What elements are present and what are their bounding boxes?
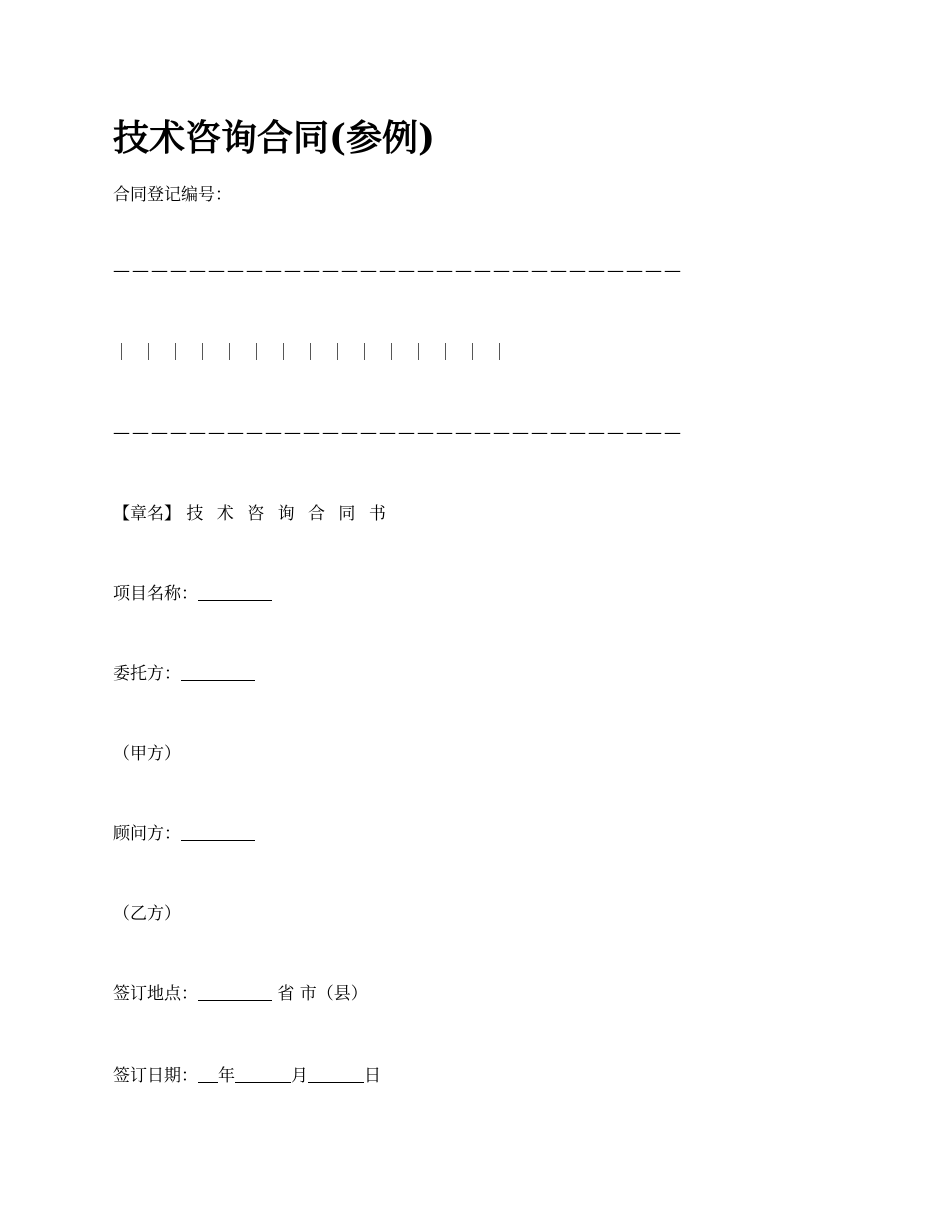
project-name-line	[113, 582, 272, 606]
party-b-line: （乙方）	[113, 904, 181, 924]
consultant-line	[113, 822, 255, 846]
year-label: 年	[218, 1066, 235, 1086]
document-title: 技术咨询合同(参例)	[113, 117, 436, 159]
registration-number-boxes: ｜｜｜｜｜｜｜｜｜｜｜｜｜｜｜	[113, 343, 518, 363]
chapter-label: 【章名】	[113, 504, 181, 524]
month-label: 月	[291, 1066, 308, 1086]
project-name-label: 项目名称：	[113, 584, 198, 604]
day-blank	[308, 1064, 364, 1083]
month-blank	[235, 1064, 291, 1083]
client-line	[113, 662, 255, 686]
day-label: 日	[364, 1066, 381, 1086]
client-blank	[181, 662, 255, 681]
signing-date-label: 签订日期：	[113, 1066, 198, 1086]
registration-number-line	[113, 183, 232, 207]
signing-place-line	[113, 982, 368, 1006]
bottom-dash-divider: ——————————————————————————————	[113, 423, 683, 443]
signing-place-blank	[198, 982, 272, 1001]
chapter-title: 技 术 咨 询 合 同 书	[186, 504, 390, 524]
year-blank	[198, 1064, 218, 1083]
client-label: 委托方：	[113, 664, 181, 684]
signing-date-line	[113, 1064, 381, 1088]
project-name-blank	[198, 582, 272, 601]
chapter-heading	[113, 502, 390, 526]
consultant-blank	[181, 822, 255, 841]
signing-place-label: 签订地点：	[113, 984, 198, 1004]
signing-place-suffix: 省 市（县）	[277, 984, 368, 1004]
registration-number-label: 合同登记编号：	[113, 185, 232, 205]
top-dash-divider: ——————————————————————————————	[113, 261, 683, 281]
party-a-line: （甲方）	[113, 744, 181, 764]
consultant-label: 顾问方：	[113, 824, 181, 844]
